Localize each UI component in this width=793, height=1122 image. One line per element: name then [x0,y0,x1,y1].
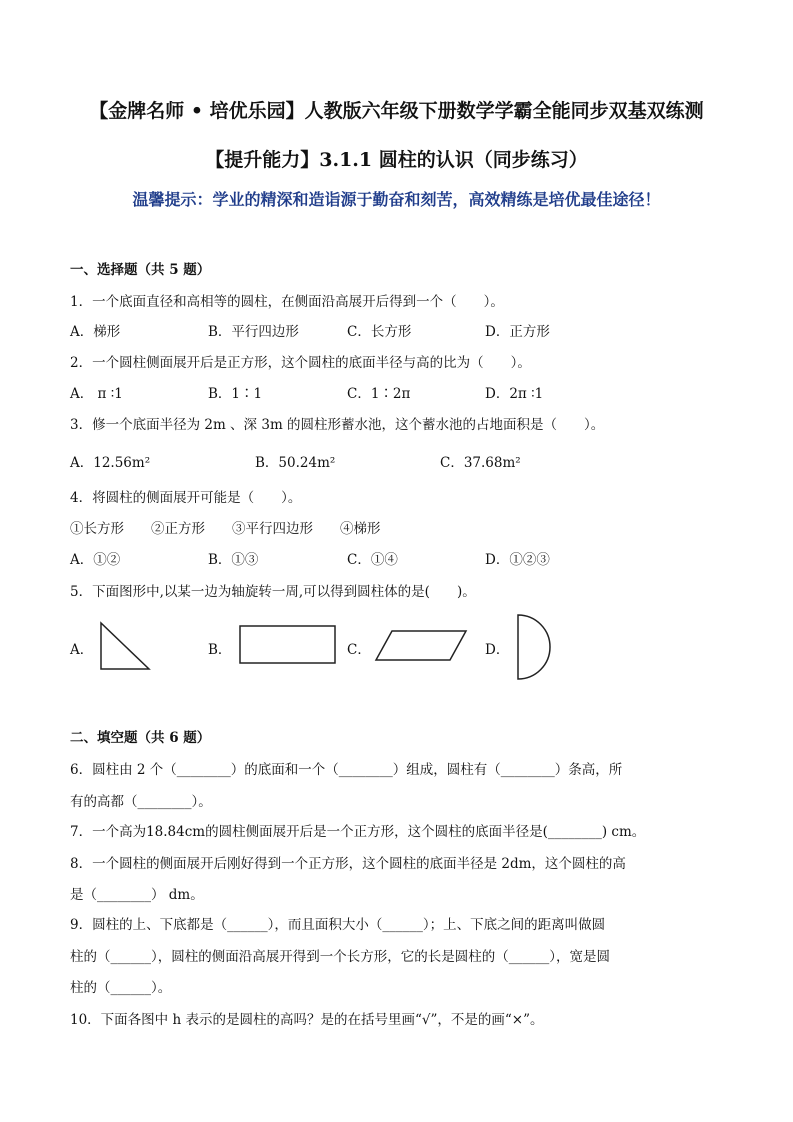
rectangle-figure [238,624,338,666]
q2-option-c: C．1∶2π [347,386,411,402]
q5-stem: 5．下面图形中,以某一边为轴旋转一周,可以得到圆柱体的是( )。 [70,584,476,600]
q1-option-d: D．正方形 [485,324,550,340]
q1-stem: 1．一个底面直径和高相等的圆柱，在侧面沿高展开后得到一个（ ）。 [70,294,504,310]
q7-text: 7．一个高为18.84cm的圆柱侧面展开后是一个正方形，这个圆柱的底面半径是(________) cm。 [70,824,646,840]
q10-text: 10．下面各图中 h 表示的是圆柱的高吗？是的在括号里画“√”，不是的画“×”。 [70,1012,544,1028]
q3-stem: 3．修一个底面半径为 2m 、深 3m 的圆柱形蓄水池，这个蓄水池的占地面积是（ ）。 [70,417,605,433]
q4-option-a: A．①② [70,552,121,568]
q9-line1: 9．圆柱的上、下底都是（______），而且面积大小（______）；上、下底之间的距离叫做圆 [70,917,606,933]
q5-option-a: A． [70,642,94,658]
q1-option-c: C．长方形 [347,324,412,340]
q6-line2: 有的高都（________）。 [70,794,212,810]
q6-line1: 6．圆柱由 2 个（________）的底面和一个（________）组成，圆柱有（________）条高，所 [70,762,623,778]
q1-option-b: B．平行四边形 [208,324,299,340]
q5-option-c: C． [347,642,371,658]
q5-option-d: D． [485,642,510,658]
q9-line3: 柱的（______）。 [70,980,172,996]
q4-option-c: C．①④ [347,552,398,568]
q5-option-b: B． [208,642,232,658]
title-line1: 【金牌名师 • 培优乐园】人教版六年级下册数学学霸全能同步双基双练测 [89,100,704,122]
section2-heading: 二、填空题（共 6 题） [70,730,211,746]
q3-option-b: B．50.24m² [255,455,336,471]
q8-line2: 是（________） dm。 [70,887,204,903]
q8-line1: 8．一个圆柱的侧面展开后刚好得到一个正方形，这个圆柱的底面半径是 2dm，这个圆柱的高 [70,856,626,872]
section1-heading: 一、选择题（共 5 题） [70,262,211,278]
q2-option-b: B．1∶1 [208,386,263,402]
q2-stem: 2．一个圆柱侧面展开后是正方形，这个圆柱的底面半径与高的比为（ ）。 [70,355,531,371]
q4-stem: 4．将圆柱的侧面展开可能是（ ）。 [70,490,302,506]
title-line2: 【提升能力】3.1.1 圆柱的认识（同步练习） [205,149,588,171]
q3-option-c: C．37.68m² [440,455,521,471]
q2-option-d: D．2π ∶1 [485,386,544,402]
q4-choices: ①长方形 ②正方形 ③平行四边形 ④梯形 [70,521,381,537]
q3-option-a: A．12.56m² [70,455,151,471]
q1-option-a: A．梯形 [70,324,121,340]
tip-text: 温馨提示：学业的精深和造诣源于勤奋和刻苦，高效精练是培优最佳途径！ [132,190,661,209]
q4-option-d: D．①②③ [485,552,550,568]
right-triangle-figure [98,620,154,672]
q2-option-a: A． π ∶1 [70,386,123,402]
q9-line2: 柱的（______），圆柱的侧面沿高展开得到一个长方形，它的长是圆柱的（______），宽是圆 [70,949,610,965]
semicircle-figure [514,612,554,682]
q4-option-b: B．①③ [208,552,259,568]
parallelogram-figure [372,628,470,664]
